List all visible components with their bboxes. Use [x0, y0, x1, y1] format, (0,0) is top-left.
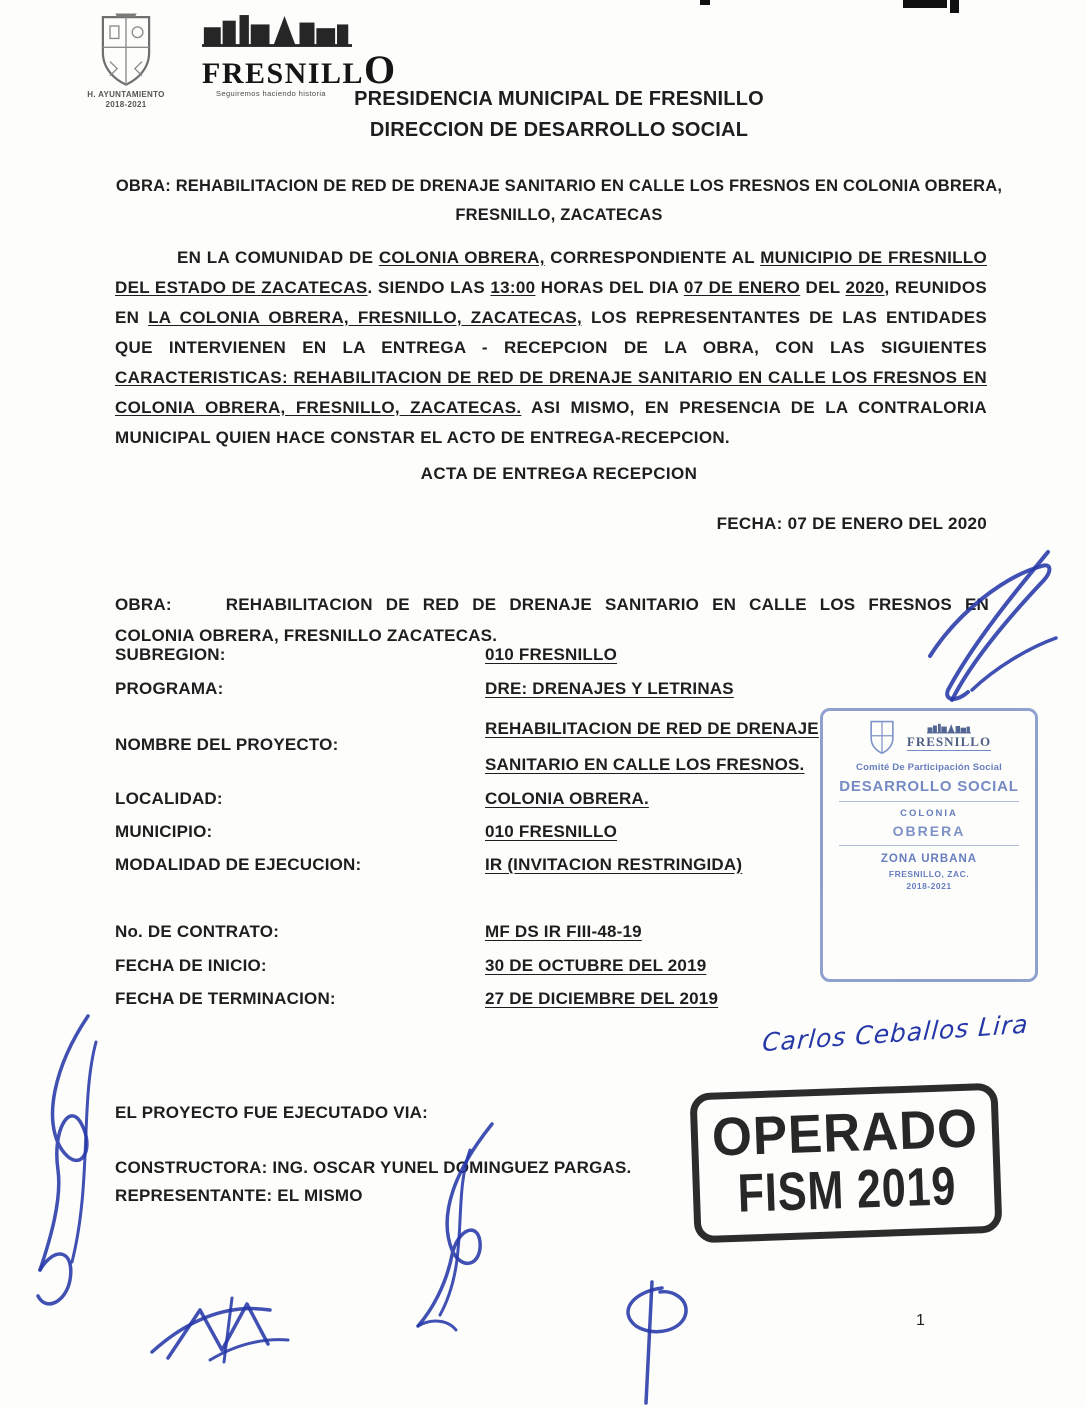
field-label: MODALIDAD DE EJECUCION:	[115, 855, 362, 874]
obra-field-label: OBRA:	[115, 595, 172, 614]
stamp-zone-text: ZONA URBANA	[880, 853, 978, 865]
ejecutado-via-line: EL PROYECTO FUE EJECUTADO VIA:	[115, 1103, 428, 1122]
field-row-subregion	[115, 645, 989, 671]
document-title-line1: PRESIDENCIA MUNICIPAL DE FRESNILLO	[354, 88, 764, 110]
field-row-programa	[115, 679, 989, 705]
stamp-logos	[823, 718, 1035, 756]
operado-fism-stamp	[689, 1083, 1002, 1244]
field-value: 010 FRESNILLO	[485, 822, 618, 841]
fecha-line: FECHA: 07 DE ENERO DEL 2020	[716, 514, 987, 533]
field-label: LOCALIDAD:	[115, 789, 223, 808]
signature-bottom-right	[628, 1282, 686, 1403]
obra-field	[115, 589, 989, 651]
field-value: 27 DE DICIEMBRE DEL 2019	[485, 989, 719, 1008]
constructora-line: CONSTRUCTORA: ING. OSCAR YUNEL DOMINGUEZ PARGAS.	[115, 1158, 632, 1177]
field-value: IR (INVITACION RESTRINGIDA)	[485, 855, 743, 874]
field-value: 30 DE OCTUBRE DEL 2019	[485, 956, 707, 975]
page-number: 1	[916, 1312, 925, 1329]
stamp-colonia-label: COLONIA	[900, 808, 958, 819]
crest-caption: H. AYUNTAMIENTO 2018-2021	[87, 90, 165, 109]
scan-artifact	[950, 0, 959, 13]
stamp-period-text: 2018-2021	[906, 881, 952, 891]
field-label: No. DE CONTRATO:	[115, 922, 280, 941]
field-value: REHABILITACION DE RED DE DRENAJE	[485, 719, 819, 738]
skyline-icon	[202, 12, 352, 50]
fresnillo-tagline: Seguiremos haciendo historia	[216, 89, 327, 98]
field-label: SUBREGION:	[115, 645, 226, 664]
handwritten-name: Carlos Ceballos Lira	[761, 1009, 1030, 1058]
fresnillo-logo	[202, 12, 397, 98]
intro-paragraph: EN LA COMUNIDAD DE COLONIA OBRERA, CORRESPONDIENTE AL MUNICIPIO DE FRESNILLO DEL ESTADO DE ZACATECAS. SIENDO LAS 13:00 HORAS DEL DIA 07 DE ENERO DEL 2020, REUNIDOS EN LA COLONIA OBRERA, FRESNILLO, ZACATECAS, LOS REPRESENTANTES DE LAS ENTIDADES QUE INTERVIENEN EN LA ENTREGA - RECEPCION DE LA OBRA, CON LAS SIGUIENTES CARACTERISTICAS: REHABILITACION DE RED DE DRENAJE SANITARIO EN CALLE LOS FRESNOS EN COLONIA OBRERA, FRESNILLO, ZACATECAS. ASI MISMO, EN PRESENCIA DE LA CONTRALORIA MUNICIPAL QUIEN HACE CONSTAR EL ACTO DE ENTREGA-RECEPCION.	[115, 248, 987, 447]
stamp-skyline-icon	[927, 723, 971, 734]
field-row-fecha-terminacion	[115, 989, 989, 1015]
signature-bottom-left	[152, 1298, 288, 1362]
stamp-divider	[839, 845, 1019, 846]
stamp-fresnillo-logo	[907, 723, 991, 751]
stamp-committee-text: Comité De Participación Social	[856, 762, 1002, 773]
signature-bottom-center	[418, 1124, 492, 1330]
operado-stamp-line1: OPERADO	[710, 1098, 979, 1168]
participacion-social-stamp	[820, 708, 1038, 982]
field-label: FECHA DE INICIO:	[115, 956, 267, 975]
field-value: 010 FRESNILLO	[485, 645, 618, 664]
field-value: COLONIA OBRERA.	[485, 789, 649, 808]
operado-stamp-line2: FISM 2019	[736, 1156, 958, 1224]
stamp-fresnillo-wordmark: FRESNILLO	[906, 734, 992, 749]
fresnillo-wordmark: FRESNILL O	[202, 47, 397, 92]
scan-artifact	[903, 0, 947, 8]
stamp-divider	[839, 801, 1019, 802]
scan-artifact	[700, 0, 710, 5]
document-title-line2: DIRECCION DE DESARROLLO SOCIAL	[369, 119, 749, 141]
field-label: PROGRAMA:	[115, 679, 224, 698]
field-label: MUNICIPIO:	[115, 822, 213, 841]
signature-left-margin	[38, 1016, 96, 1304]
stamp-department-text: DESARROLLO SOCIAL	[839, 778, 1019, 795]
obra-heading-line2: FRESNILLO, ZACATECAS	[455, 206, 663, 224]
obra-heading	[16, 172, 1086, 230]
field-value-line2: SANITARIO EN CALLE LOS FRESNOS.	[485, 755, 805, 774]
obra-field-value: REHABILITACION DE RED DE DRENAJE SANITARIO EN CALLE LOS FRESNOS EN COLONIA OBRERA, FRESNILLO ZACATECAS.	[115, 595, 989, 645]
field-label: FECHA DE TERMINACION:	[115, 989, 336, 1008]
obra-heading-line1: OBRA: REHABILITACION DE RED DE DRENAJE SANITARIO EN CALLE LOS FRESNOS EN COLONIA OBRERA,	[115, 177, 1003, 195]
stamp-crest-icon	[867, 718, 897, 756]
stamp-colonia-value: OBRERA	[892, 823, 966, 839]
crest-icon	[94, 10, 158, 90]
stamp-city-text: FRESNILLO, ZAC.	[888, 869, 970, 879]
field-label: NOMBRE DEL PROYECTO:	[115, 735, 339, 754]
representante-line: REPRESENTANTE: EL MISMO	[115, 1186, 363, 1205]
field-value: MF DS IR FIII-48-19	[485, 922, 642, 941]
acta-title: ACTA DE ENTREGA RECEPCION	[420, 464, 698, 483]
field-value: DRE: DRENAJES Y LETRINAS	[485, 679, 734, 698]
